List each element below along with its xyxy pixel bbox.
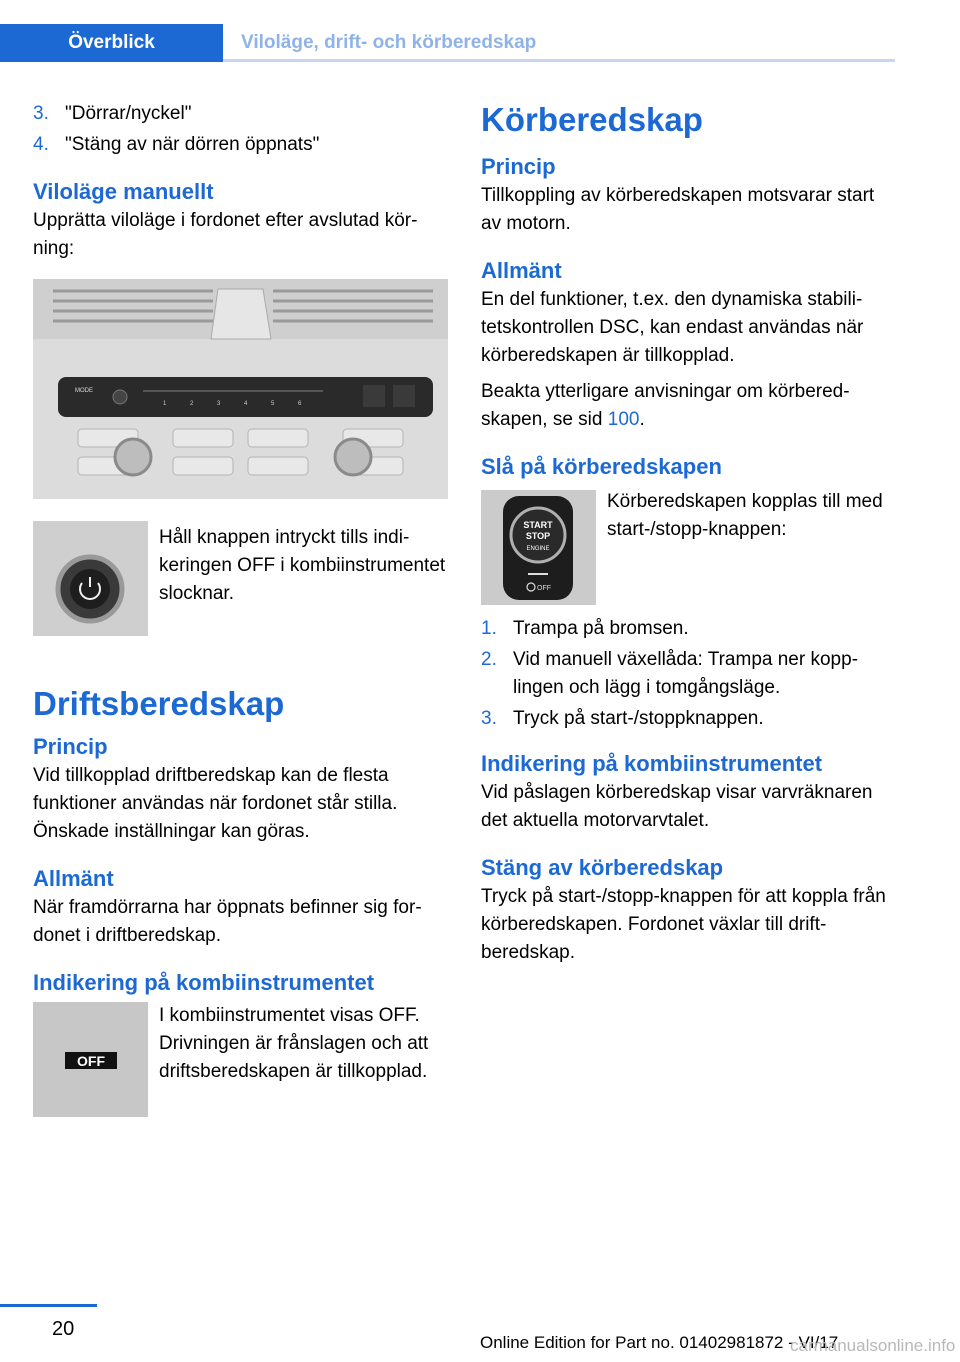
korberedskap-title: Körberedskap bbox=[481, 101, 703, 138]
viloläge-heading: Viloläge manuellt bbox=[33, 179, 214, 204]
list-text: "Stäng av när dörren öppnats" bbox=[65, 134, 320, 155]
list-number: 4. bbox=[33, 134, 49, 155]
allmant-text: När framdörrarna har öppnats befinner sig fordonet i driftberedskap. bbox=[33, 897, 422, 946]
allmant-text2-start: Beakta ytterligare anvisningar om körberedskapen, se sid bbox=[481, 381, 850, 430]
princip-text: Vid tillkopplad driftberedskap kan de flesta funktioner användas när fordonet står stilla. Önskade inställningar kan göras. bbox=[33, 765, 398, 842]
list-number: 3. bbox=[481, 708, 497, 729]
allmant-text2-right bbox=[481, 378, 897, 434]
list-item bbox=[481, 705, 897, 733]
stop-label: STOP bbox=[525, 531, 551, 541]
indikering-heading: Indikering på kombiinstrumentet bbox=[33, 970, 375, 995]
start-stop-photo bbox=[481, 490, 596, 605]
list-item bbox=[33, 131, 449, 159]
header-divider bbox=[223, 59, 895, 62]
allmant-heading-right: Allmänt bbox=[481, 258, 562, 283]
preset-4-label: 4 bbox=[244, 401, 248, 407]
preset-5-label: 5 bbox=[271, 401, 275, 407]
start-button-row bbox=[481, 490, 897, 605]
allmant-text-right: En del funktioner, t.ex. den dynamiska stabilitetskontrollen DSC, kan endast användas när körberedskapen är tillkopplad. bbox=[481, 289, 864, 366]
viloläge-text: Upprätta viloläge i fordonet efter avslutad körning: bbox=[33, 210, 418, 259]
list-text: Tryck på start-/stoppknappen. bbox=[513, 708, 764, 729]
indikering-heading-right: Indikering på kombiinstrumentet bbox=[481, 751, 823, 776]
footer-accent-line bbox=[0, 1304, 97, 1307]
page-number: 20 bbox=[52, 1318, 75, 1340]
list-item bbox=[481, 646, 897, 702]
left-column bbox=[33, 100, 449, 1117]
start-stop-button-illustration bbox=[481, 490, 596, 605]
stang-av-heading: Stäng av körberedskap bbox=[481, 855, 724, 880]
knob-text: Håll knappen intryckt tills indikeringen OFF i kombiinstrumentet slocknar. bbox=[159, 527, 446, 604]
knob-row bbox=[33, 521, 449, 636]
indikering-text-right: Vid påslagen körberedskap visar varvräknaren det aktuella motorvarvtalet. bbox=[481, 782, 873, 831]
list-number: 1. bbox=[481, 618, 497, 639]
driftsberedskap-title: Driftsberedskap bbox=[33, 685, 285, 722]
steps-list bbox=[481, 615, 897, 733]
preset-3-label: 3 bbox=[217, 401, 221, 407]
sla-pa-heading: Slå på körberedskapen bbox=[481, 454, 722, 479]
watermark: carmanualsonline.info bbox=[790, 1336, 956, 1355]
off-display-photo bbox=[33, 1002, 148, 1117]
list-number: 3. bbox=[33, 103, 49, 124]
console-photo bbox=[33, 279, 448, 499]
engine-label: ENGINE bbox=[526, 546, 550, 552]
knob-photo bbox=[33, 521, 148, 636]
princip-heading: Princip bbox=[33, 734, 108, 759]
right-column bbox=[481, 100, 897, 967]
list-item bbox=[481, 615, 897, 643]
stang-av-text: Tryck på start-/stopp-knappen för att koppla från körberedskapen. Fordonet växlar till driftberedskap. bbox=[481, 886, 886, 963]
off-row bbox=[33, 1002, 449, 1117]
console-illustration bbox=[33, 279, 448, 499]
list-text: Trampa på bromsen. bbox=[513, 618, 689, 639]
list-text: "Dörrar/nyckel" bbox=[65, 103, 192, 124]
sla-pa-text: Körberedskapen kopplas till med start-/stopp-knappen: bbox=[607, 491, 883, 540]
list-number: 2. bbox=[481, 649, 497, 670]
page-header bbox=[0, 24, 895, 62]
princip-heading-right: Princip bbox=[481, 154, 556, 179]
list-item bbox=[33, 100, 449, 128]
tab-overblick[interactable]: Överblick bbox=[0, 24, 223, 62]
start-label: START bbox=[523, 520, 553, 530]
list-text: Vid manuell växellåda: Trampa ner kopplingen och lägg i tomgångsläge. bbox=[513, 649, 859, 698]
power-knob-illustration bbox=[33, 521, 148, 636]
preset-1-label: 1 bbox=[163, 401, 167, 407]
mode-label: MODE bbox=[75, 388, 93, 394]
off-label: OFF bbox=[537, 585, 551, 592]
allmant-text2-end: . bbox=[639, 409, 645, 430]
allmant-heading: Allmänt bbox=[33, 866, 114, 891]
preset-2-label: 2 bbox=[190, 401, 194, 407]
indikering-text: I kombiinstrumentet visas OFF. Drivningen är frånslagen och att driftsberedskapen är tillkopplad. bbox=[159, 1005, 429, 1082]
page-link-100[interactable]: 100 bbox=[607, 409, 640, 430]
princip-text-right: Tillkoppling av körberedskapen motsvarar start av motorn. bbox=[481, 185, 875, 234]
tab-section-title[interactable]: Viloläge, drift- och körberedskap bbox=[223, 24, 895, 62]
off-indicator: OFF bbox=[65, 1052, 117, 1069]
preset-6-label: 6 bbox=[298, 401, 302, 407]
edition-text: Online Edition for Part no. 01402981872 - VI/17 bbox=[480, 1333, 839, 1352]
